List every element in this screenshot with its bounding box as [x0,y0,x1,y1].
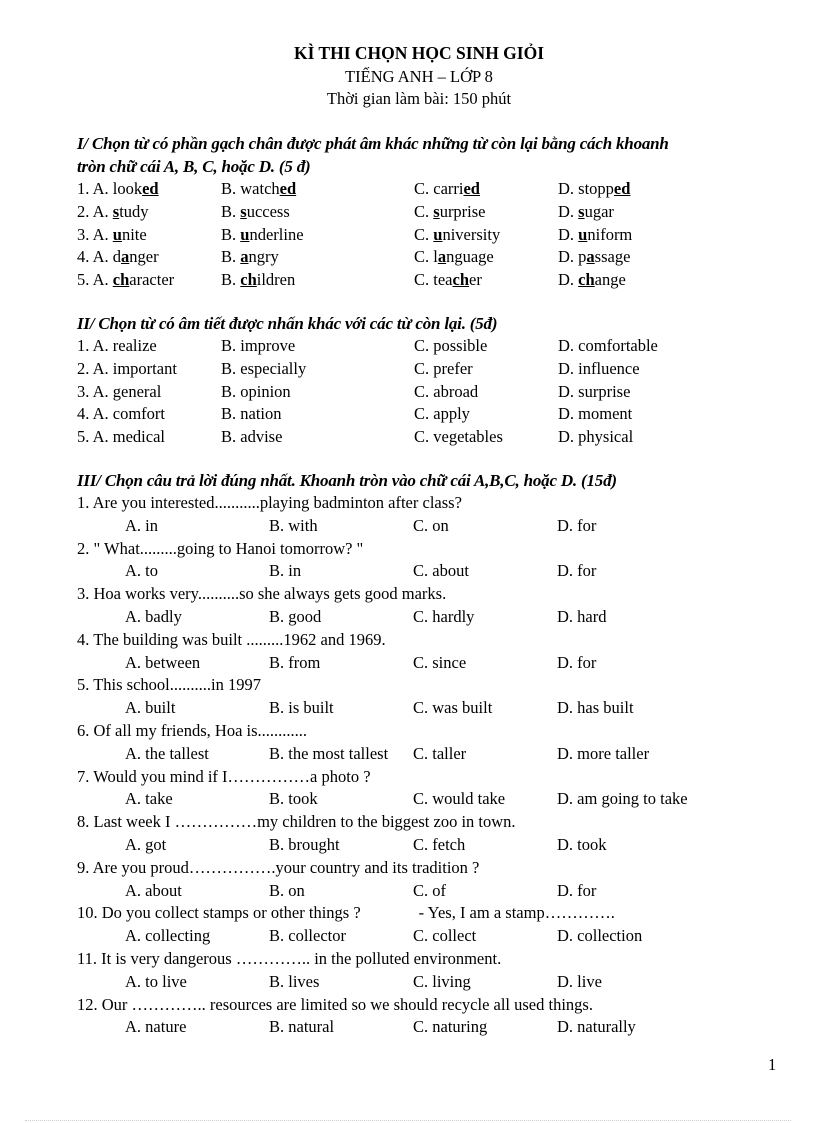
answer-option [77,178,221,201]
option-text: ange [594,270,626,290]
answer-options [77,971,777,994]
answer-option: C. vegetables [414,427,503,447]
answer-option: D. naturally [557,1017,636,1037]
answer-option: C. about [413,561,469,581]
answer-option: A. built [125,698,176,718]
answer-option: D. took [557,834,607,854]
question-stem: 3. Hoa works very..........so she always gets good marks. [77,584,447,604]
answer-option: D. has built [557,698,634,718]
answer-option: A. about [125,880,182,900]
underlined-part: u [578,224,588,244]
answer-option [77,224,221,247]
option-text: B. [221,201,241,221]
answer-option: C. taller [413,743,467,763]
answer-option: B. advise [221,427,283,447]
answer-options [77,515,777,538]
option-text: aracter [129,270,175,290]
answer-option: C. fetch [413,834,466,854]
answer-option [221,178,414,201]
underlined-part: u [433,224,443,244]
option-text: B. [221,270,241,290]
question-text [77,766,777,789]
answer-options [77,925,777,948]
section-2-rows [77,335,777,449]
option-text: C. [414,201,434,221]
answer-option [414,178,558,201]
section-1-heading: I/ Chọn từ có phần gạch chân được phát âm khác những từ còn lại bằng cách khoanh tròn chữ cái A, B, C, hoặc D. (5 đ) [77,134,669,176]
option-text: C. tea [414,270,453,290]
answer-option: B. opinion [221,381,291,401]
answer-option: B. natural [269,1017,335,1037]
underlined-part: ed [463,179,480,198]
answer-option: B. nation [221,404,282,424]
stress-row [77,403,777,426]
answer-option: 4. A. comfort [77,404,165,424]
question-text [77,720,777,743]
underlined-part: a [586,247,595,267]
answer-option: D. am going to take [557,789,688,809]
answer-options [77,788,777,811]
question-text [77,902,777,925]
exam-page [77,40,777,1039]
question-stem: 11. It is very dangerous ………….. in the polluted environment. [77,948,502,968]
answer-option: D. hard [557,606,607,626]
underlined-part: s [578,201,585,221]
answer-option [221,246,414,269]
answer-option: D. live [557,971,602,991]
answer-option: C. prefer [414,358,473,378]
question-text [77,857,777,880]
answer-option [558,201,718,224]
answer-option: A. to live [125,971,187,991]
option-text: nite [121,224,147,244]
option-text: C. [414,224,434,244]
answer-option: B. took [269,789,318,809]
answer-option [558,178,718,201]
answer-option [77,269,221,292]
question-stem: 2. " What.........going to Hanoi tomorrow? " [77,538,364,558]
answer-option: D. moment [558,404,633,424]
answer-option [221,269,414,292]
answer-option: D. influence [558,358,640,378]
option-text: urprise [439,201,486,221]
underlined-part: ch [112,270,130,290]
answer-option: D. for [557,515,597,535]
phonetics-row [77,224,777,247]
option-text: D. p [558,247,587,267]
option-text: D. [558,201,579,221]
option-text: nger [129,247,159,267]
answer-option: B. the most tallest [269,743,389,763]
answer-option: D. physical [558,427,634,447]
answer-option [414,201,558,224]
answer-option: B. in [269,561,302,581]
underlined-part: s [112,201,120,221]
answer-option: A. nature [125,1017,187,1037]
option-text: ssage [594,247,631,267]
option-text: D. [558,270,579,290]
underlined-part: s [240,201,247,221]
answer-option: B. collector [269,926,346,946]
answer-option: B. especially [221,358,307,378]
answer-option: B. improve [221,335,296,355]
option-text: niform [587,224,633,244]
underlined-part: u [112,224,122,244]
answer-option: D. collection [557,926,643,946]
option-text: niversity [442,224,501,244]
option-text: 2. A. [77,201,113,221]
underlined-part: u [240,224,250,244]
question-stem: 4. The building was built .........1962 and 1969. [77,629,386,649]
answer-option: D. for [557,880,597,900]
question-text [77,948,777,971]
exam-subject: TIẾNG ANH – LỚP 8 [345,67,493,86]
question-stem: 12. Our ………….. resources are limited so we should recycle all used things. [77,994,593,1014]
option-text: D. [558,224,579,244]
answer-option: C. would take [413,789,506,809]
answer-option: B. good [269,606,322,626]
answer-option: B. on [269,880,305,900]
question-text [77,811,777,834]
phonetics-row [77,246,777,269]
answer-option: C. possible [414,335,488,355]
answer-option [77,246,221,269]
underlined-part: a [121,247,130,267]
answer-option: C. apply [414,404,470,424]
answer-option: B. with [269,515,318,535]
section-1-rows [77,178,777,292]
question-stem: 5. This school..........in 1997 [77,675,261,695]
option-text: ildren [256,270,296,290]
phonetics-row [77,269,777,292]
answer-option: A. take [125,789,173,809]
option-text: 1. A. look [77,179,143,198]
underlined-part: s [433,201,440,221]
question-text [77,674,777,697]
question-stem: 9. Are you proud…………….your country and its tradition ? [77,857,480,877]
section-2-heading: II/ Chọn từ có âm tiết được nhấn khác với các từ còn lại. (5đ) [77,313,498,333]
option-text: C. l [414,247,438,267]
option-text: 5. A. [77,270,113,290]
answer-option: A. to [125,561,158,581]
section-3-heading: III/ Chọn câu trả lời đúng nhất. Khoanh tròn vào chữ cái A,B,C, hoặc D. (15đ) [77,470,617,490]
answer-option: D. more taller [557,743,650,763]
answer-option: A. the tallest [125,743,209,763]
answer-option: A. in [125,515,158,535]
answer-option: B. from [269,652,321,672]
option-text: ngry [248,247,279,267]
option-text: B. [221,224,241,244]
answer-option: 5. A. medical [77,427,165,447]
answer-option: C. of [413,880,446,900]
exam-title: KÌ THI CHỌN HỌC SINH GIỎI [293,43,545,63]
question-text [77,629,777,652]
option-text: B. watch [221,179,280,198]
option-text: 4. A. d [77,247,122,267]
underlined-part: ch [452,270,469,290]
question-text [77,538,777,561]
option-text: C. carri [414,179,464,198]
answer-option: C. abroad [414,381,479,401]
answer-option: A. collecting [125,926,211,946]
question-stem: 10. Do you collect stamps or other things ? [77,903,361,923]
answer-option [558,246,718,269]
answer-options [77,834,777,857]
answer-option: D. comfortable [558,335,658,355]
answer-options [77,606,777,629]
option-text: tudy [119,201,149,221]
underlined-part: ed [142,179,159,198]
answer-option [414,269,558,292]
answer-option [221,201,414,224]
phonetics-row [77,201,777,224]
answer-option: 2. A. important [77,358,177,378]
answer-option [77,201,221,224]
stress-row [77,358,777,381]
option-text: B. [221,247,241,267]
option-text: nderline [249,224,304,244]
page-divider [25,1120,791,1121]
exam-time: Thời gian làm bài: 150 phút [326,89,512,108]
answer-option: 1. A. realize [77,335,157,355]
question-response: - Yes, I am a stamp…………. [418,903,615,923]
question-text [77,994,777,1017]
answer-option: C. on [413,515,449,535]
answer-option: B. is built [269,698,334,718]
answer-options [77,697,777,720]
option-text: nguage [446,247,494,267]
question-stem: 8. Last week I ……………my children to the biggest zoo in town. [77,812,516,832]
stress-row [77,335,777,358]
answer-option [558,224,718,247]
option-text: ugar [584,201,614,221]
underlined-part: ed [279,179,297,198]
answer-option: C. collect [413,926,477,946]
answer-option: A. between [125,652,201,672]
answer-option: D. for [557,652,597,672]
answer-option: C. hardly [413,606,475,626]
answer-option: C. living [413,971,471,991]
question-stem: 7. Would you mind if I……………a photo ? [77,766,371,786]
answer-option: A. badly [125,606,182,626]
answer-options [77,1016,777,1039]
option-text: D. stopp [558,179,614,198]
option-text: er [469,270,482,290]
answer-option: 3. A. general [77,381,162,401]
stress-row [77,381,777,404]
answer-option [414,246,558,269]
underlined-part: ch [240,270,257,290]
answer-option: D. surprise [558,381,631,401]
answer-option [414,224,558,247]
answer-option: A. got [125,834,167,854]
question-stem: 6. Of all my friends, Hoa is............ [77,720,308,740]
answer-options [77,560,777,583]
option-text: uccess [246,201,290,221]
stress-row [77,426,777,449]
answer-option [221,224,414,247]
phonetics-row [77,178,777,201]
page-number: 1 [768,1055,777,1074]
question-text [77,492,777,515]
answer-options [77,652,777,675]
answer-option: C. naturing [413,1017,488,1037]
answer-options [77,880,777,903]
answer-option: B. brought [269,834,340,854]
answer-option: B. lives [269,971,320,991]
option-text: 3. A. [77,224,113,244]
underlined-part: a [240,247,249,267]
answer-option: C. was built [413,698,493,718]
question-text [77,583,777,606]
underlined-part: ch [578,270,595,290]
question-stem: 1. Are you interested...........playing badminton after class? [77,492,462,512]
underlined-part: a [437,247,447,267]
answer-option: C. since [413,652,467,672]
answer-option [558,269,718,292]
answer-options [77,743,777,766]
answer-option: D. for [557,561,597,581]
section-3-questions [77,492,777,1039]
underlined-part: ed [613,179,631,198]
